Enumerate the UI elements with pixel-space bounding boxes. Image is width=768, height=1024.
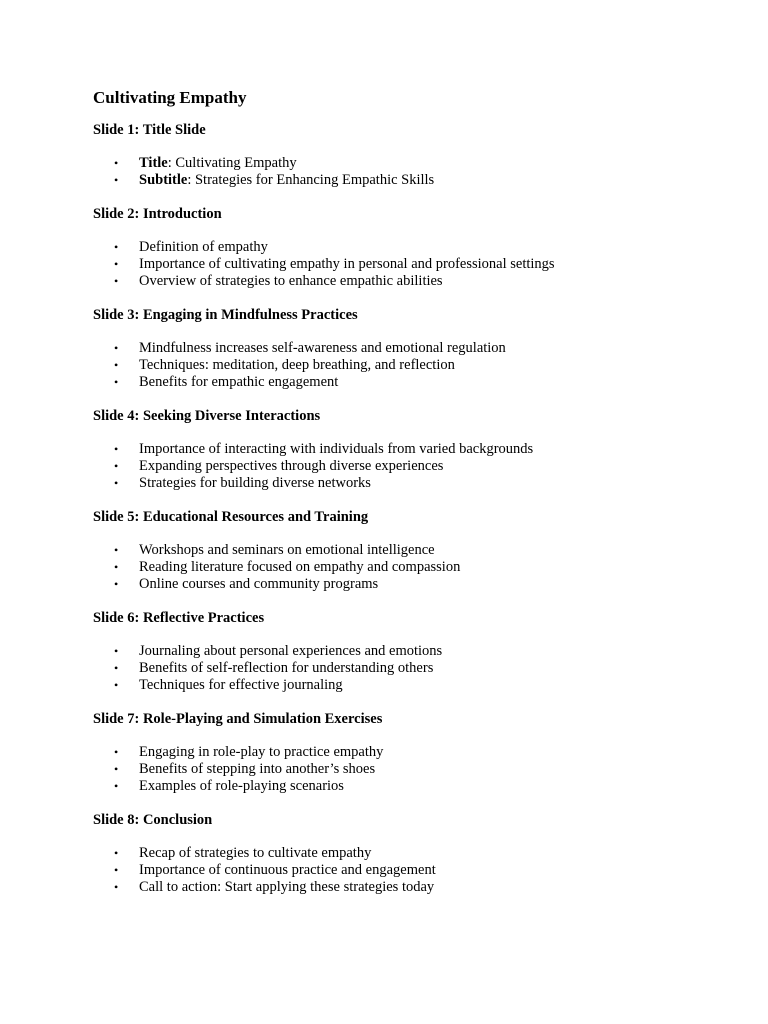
bullet-dot-icon: • xyxy=(114,678,119,692)
slide-heading: Slide 6: Reflective Practices xyxy=(93,610,265,626)
bullet-dot-icon: • xyxy=(114,644,119,658)
bullet-item xyxy=(93,441,733,458)
bullet-list xyxy=(93,155,733,189)
bullet-text: : Strategies for Enhancing Empathic Skills xyxy=(187,172,435,188)
bullet-text: Techniques: meditation, deep breathing, and reflection xyxy=(139,357,455,373)
bullet-item xyxy=(93,660,733,677)
bullet-dot-icon: • xyxy=(114,459,119,473)
bullet-dot-icon: • xyxy=(114,442,119,456)
bullet-list xyxy=(93,643,733,694)
bullet-dot-icon: • xyxy=(114,173,119,187)
bullet-text: Workshops and seminars on emotional intelligence xyxy=(139,542,435,558)
bullet-dot-icon: • xyxy=(114,358,119,372)
bullet-text: Importance of interacting with individuals from varied backgrounds xyxy=(139,441,534,457)
bullet-dot-icon: • xyxy=(114,745,119,759)
bullet-item xyxy=(93,155,733,172)
bullet-dot-icon: • xyxy=(114,577,119,591)
bullet-item xyxy=(93,542,733,559)
slide-section xyxy=(93,305,733,391)
bullet-dot-icon: • xyxy=(114,375,119,389)
slide-heading: Slide 4: Seeking Diverse Interactions xyxy=(93,408,321,424)
bullet-item xyxy=(93,340,733,357)
bullet-item xyxy=(93,273,733,290)
bullet-text: Call to action: Start applying these strategies today xyxy=(139,879,435,895)
slide-section xyxy=(93,120,733,189)
bullet-list xyxy=(93,744,733,795)
bullet-dot-icon: • xyxy=(114,846,119,860)
bullet-dot-icon: • xyxy=(114,257,119,271)
document-title: Cultivating Empathy xyxy=(93,88,247,107)
slide-section xyxy=(93,204,733,290)
bullet-dot-icon: • xyxy=(114,762,119,776)
slides-container xyxy=(93,120,733,896)
bullet-item xyxy=(93,357,733,374)
bullet-text: Reading literature focused on empathy and compassion xyxy=(139,559,461,575)
slide-heading: Slide 7: Role-Playing and Simulation Exercises xyxy=(93,711,383,727)
slide-heading: Slide 8: Conclusion xyxy=(93,812,213,828)
bullet-text: Techniques for effective journaling xyxy=(139,677,343,693)
bullet-item xyxy=(93,862,733,879)
bullet-item xyxy=(93,677,733,694)
bullet-item xyxy=(93,778,733,795)
bullet-dot-icon: • xyxy=(114,543,119,557)
bullet-item xyxy=(93,374,733,391)
bullet-text: Benefits of self-reflection for understanding others xyxy=(139,660,434,676)
bullet-text: Expanding perspectives through diverse experiences xyxy=(139,458,444,474)
slide-heading: Slide 2: Introduction xyxy=(93,206,222,222)
bullet-dot-icon: • xyxy=(114,156,119,170)
slide-section xyxy=(93,608,733,694)
bullet-dot-icon: • xyxy=(114,863,119,877)
bullet-text: Journaling about personal experiences and emotions xyxy=(139,643,443,659)
bullet-label: Title xyxy=(139,155,168,171)
slide-section xyxy=(93,507,733,593)
bullet-text: Benefits for empathic engagement xyxy=(139,374,339,390)
slide-section xyxy=(93,810,733,896)
bullet-list xyxy=(93,441,733,492)
bullet-dot-icon: • xyxy=(114,240,119,254)
bullet-text: Benefits of stepping into another’s shoes xyxy=(139,761,376,777)
bullet-item xyxy=(93,239,733,256)
bullet-list xyxy=(93,239,733,290)
bullet-text: : Cultivating Empathy xyxy=(167,155,297,171)
bullet-dot-icon: • xyxy=(114,341,119,355)
bullet-dot-icon: • xyxy=(114,779,119,793)
bullet-label: Subtitle xyxy=(139,172,188,188)
bullet-text: Importance of cultivating empathy in personal and professional settings xyxy=(139,256,555,272)
bullet-item xyxy=(93,761,733,778)
bullet-text: Overview of strategies to enhance empathic abilities xyxy=(139,273,443,289)
bullet-item xyxy=(93,744,733,761)
bullet-item xyxy=(93,576,733,593)
bullet-list xyxy=(93,340,733,391)
bullet-item xyxy=(93,172,733,189)
bullet-list xyxy=(93,542,733,593)
bullet-dot-icon: • xyxy=(114,661,119,675)
bullet-text: Engaging in role-play to practice empathy xyxy=(139,744,384,760)
bullet-text: Examples of role-playing scenarios xyxy=(139,778,344,794)
bullet-text: Definition of empathy xyxy=(139,239,268,255)
bullet-dot-icon: • xyxy=(114,274,119,288)
slide-heading: Slide 5: Educational Resources and Training xyxy=(93,509,369,525)
bullet-list xyxy=(93,845,733,896)
bullet-item xyxy=(93,458,733,475)
slide-heading: Slide 3: Engaging in Mindfulness Practices xyxy=(93,307,358,323)
bullet-text: Recap of strategies to cultivate empathy xyxy=(139,845,372,861)
slide-section xyxy=(93,406,733,492)
bullet-dot-icon: • xyxy=(114,560,119,574)
slide-heading: Slide 1: Title Slide xyxy=(93,122,206,138)
slide-section xyxy=(93,709,733,795)
bullet-text: Importance of continuous practice and engagement xyxy=(139,862,436,878)
bullet-item xyxy=(93,256,733,273)
bullet-item xyxy=(93,879,733,896)
bullet-text: Mindfulness increases self-awareness and emotional regulation xyxy=(139,340,506,356)
bullet-text: Online courses and community programs xyxy=(139,576,379,592)
bullet-text: Strategies for building diverse networks xyxy=(139,475,371,491)
document-page xyxy=(93,86,733,896)
bullet-item xyxy=(93,559,733,576)
bullet-dot-icon: • xyxy=(114,476,119,490)
bullet-dot-icon: • xyxy=(114,880,119,894)
bullet-item xyxy=(93,845,733,862)
bullet-item xyxy=(93,643,733,660)
bullet-item xyxy=(93,475,733,492)
